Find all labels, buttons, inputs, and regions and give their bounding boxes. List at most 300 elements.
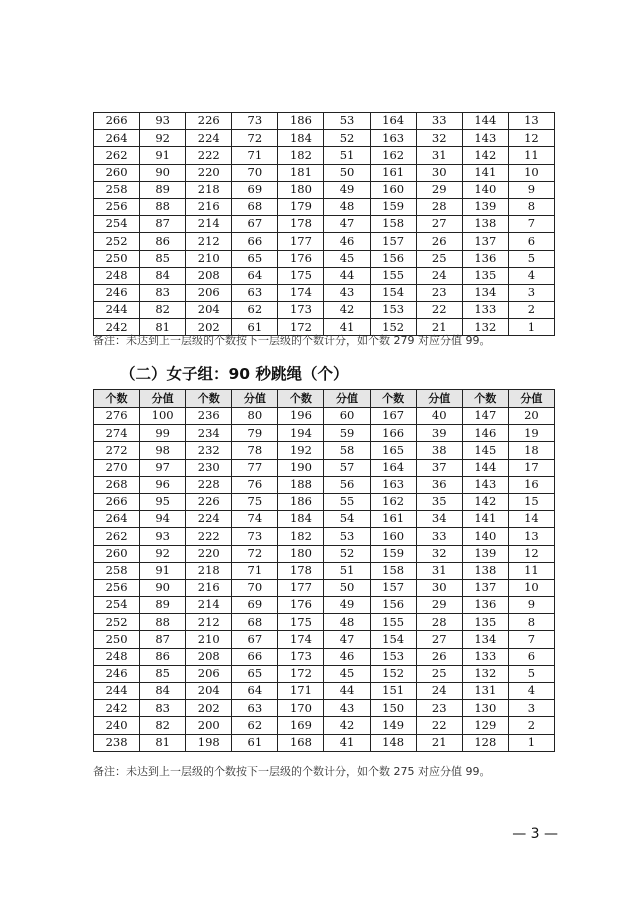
table-row (94, 511, 555, 528)
score-cell: 73 (232, 528, 278, 545)
score-cell: 98 (140, 442, 186, 459)
count-cell: 266 (94, 113, 140, 130)
score-cell: 88 (140, 198, 186, 215)
count-cell: 202 (186, 700, 232, 717)
count-cell: 174 (278, 284, 324, 301)
count-cell: 208 (186, 648, 232, 665)
score-cell: 81 (140, 734, 186, 751)
table-row (94, 267, 555, 284)
score-table-continued-body (94, 113, 555, 336)
score-cell: 12 (508, 545, 554, 562)
score-cell: 45 (324, 665, 370, 682)
score-cell: 6 (508, 233, 554, 250)
score-cell: 71 (232, 147, 278, 164)
score-cell: 62 (232, 717, 278, 734)
count-cell: 228 (186, 476, 232, 493)
score-cell: 69 (232, 181, 278, 198)
score-cell: 59 (324, 425, 370, 442)
table-row (94, 528, 555, 545)
score-cell: 20 (508, 408, 554, 425)
count-cell: 222 (186, 528, 232, 545)
count-cell: 236 (186, 408, 232, 425)
score-cell: 44 (324, 683, 370, 700)
score-cell: 58 (324, 442, 370, 459)
score-cell: 93 (140, 528, 186, 545)
count-cell: 188 (278, 476, 324, 493)
count-cell: 167 (370, 408, 416, 425)
count-cell: 162 (370, 493, 416, 510)
table-row (94, 476, 555, 493)
score-cell: 42 (324, 302, 370, 319)
girls-rope-skip-table-body (94, 408, 555, 752)
score-cell: 63 (232, 700, 278, 717)
count-cell: 144 (462, 113, 508, 130)
score-cell: 27 (416, 631, 462, 648)
score-cell: 40 (416, 408, 462, 425)
score-cell: 68 (232, 198, 278, 215)
count-cell: 177 (278, 233, 324, 250)
score-cell: 89 (140, 181, 186, 198)
count-cell: 240 (94, 717, 140, 734)
score-cell: 41 (324, 734, 370, 751)
count-cell: 242 (94, 319, 140, 336)
score-cell: 7 (508, 216, 554, 233)
count-cell: 264 (94, 130, 140, 147)
score-cell: 43 (324, 700, 370, 717)
score-cell: 10 (508, 579, 554, 596)
score-cell: 73 (232, 113, 278, 130)
score-cell: 47 (324, 631, 370, 648)
score-cell: 53 (324, 113, 370, 130)
count-cell: 196 (278, 408, 324, 425)
count-cell: 137 (462, 233, 508, 250)
count-cell: 131 (462, 683, 508, 700)
count-cell: 173 (278, 648, 324, 665)
table-row (94, 717, 555, 734)
table-row (94, 545, 555, 562)
count-cell: 145 (462, 442, 508, 459)
count-cell: 174 (278, 631, 324, 648)
count-cell: 177 (278, 579, 324, 596)
count-cell: 143 (462, 130, 508, 147)
count-cell: 139 (462, 545, 508, 562)
count-cell: 210 (186, 250, 232, 267)
score-cell: 5 (508, 250, 554, 267)
count-cell: 194 (278, 425, 324, 442)
score-cell: 24 (416, 267, 462, 284)
score-cell: 94 (140, 511, 186, 528)
score-cell: 1 (508, 319, 554, 336)
score-cell: 11 (508, 147, 554, 164)
count-cell: 242 (94, 700, 140, 717)
score-cell: 51 (324, 147, 370, 164)
score-cell: 3 (508, 284, 554, 301)
score-cell: 97 (140, 459, 186, 476)
count-cell: 176 (278, 250, 324, 267)
score-cell: 24 (416, 683, 462, 700)
score-cell: 78 (232, 442, 278, 459)
section-title: （二）女子组：90 秒跳绳（个） (120, 365, 349, 383)
header-score: 分值 (140, 390, 186, 408)
table-row (94, 284, 555, 301)
score-cell: 2 (508, 717, 554, 734)
count-cell: 160 (370, 528, 416, 545)
score-cell: 48 (324, 614, 370, 631)
count-cell: 182 (278, 528, 324, 545)
score-cell: 56 (324, 476, 370, 493)
count-cell: 262 (94, 528, 140, 545)
count-cell: 136 (462, 250, 508, 267)
count-cell: 163 (370, 130, 416, 147)
score-cell: 33 (416, 528, 462, 545)
table2-note: 备注：未达到上一层级的个数按下一层级的个数计分，如个数 275 对应分值 99。 (93, 765, 491, 778)
score-cell: 86 (140, 233, 186, 250)
count-cell: 254 (94, 216, 140, 233)
count-cell: 137 (462, 579, 508, 596)
score-cell: 81 (140, 319, 186, 336)
count-cell: 250 (94, 250, 140, 267)
score-table-continued (93, 112, 555, 336)
table-row (94, 493, 555, 510)
score-cell: 79 (232, 425, 278, 442)
score-cell: 21 (416, 319, 462, 336)
count-cell: 220 (186, 164, 232, 181)
count-cell: 200 (186, 717, 232, 734)
count-cell: 150 (370, 700, 416, 717)
score-cell: 62 (232, 302, 278, 319)
count-cell: 210 (186, 631, 232, 648)
score-cell: 10 (508, 164, 554, 181)
table-row (94, 130, 555, 147)
score-cell: 47 (324, 216, 370, 233)
count-cell: 216 (186, 198, 232, 215)
score-cell: 9 (508, 597, 554, 614)
count-cell: 182 (278, 147, 324, 164)
score-cell: 72 (232, 130, 278, 147)
score-cell: 11 (508, 562, 554, 579)
header-count: 个数 (278, 390, 324, 408)
score-cell: 90 (140, 579, 186, 596)
count-cell: 258 (94, 562, 140, 579)
count-cell: 139 (462, 198, 508, 215)
table-row (94, 562, 555, 579)
score-cell: 70 (232, 579, 278, 596)
header-count: 个数 (370, 390, 416, 408)
count-cell: 165 (370, 442, 416, 459)
count-cell: 138 (462, 216, 508, 233)
score-cell: 14 (508, 511, 554, 528)
count-cell: 198 (186, 734, 232, 751)
count-cell: 154 (370, 284, 416, 301)
score-cell: 4 (508, 683, 554, 700)
page-number: — 3 — (512, 826, 558, 842)
score-cell: 48 (324, 198, 370, 215)
count-cell: 244 (94, 683, 140, 700)
score-cell: 9 (508, 181, 554, 198)
score-cell: 46 (324, 648, 370, 665)
count-cell: 222 (186, 147, 232, 164)
count-cell: 212 (186, 233, 232, 250)
score-cell: 89 (140, 597, 186, 614)
score-cell: 13 (508, 113, 554, 130)
score-cell: 66 (232, 648, 278, 665)
count-cell: 272 (94, 442, 140, 459)
score-cell: 64 (232, 683, 278, 700)
count-cell: 128 (462, 734, 508, 751)
score-cell: 76 (232, 476, 278, 493)
score-cell: 91 (140, 562, 186, 579)
score-cell: 68 (232, 614, 278, 631)
score-cell: 42 (324, 717, 370, 734)
count-cell: 268 (94, 476, 140, 493)
header-score: 分值 (416, 390, 462, 408)
count-cell: 172 (278, 319, 324, 336)
score-cell: 8 (508, 198, 554, 215)
table-row (94, 216, 555, 233)
count-cell: 246 (94, 284, 140, 301)
count-cell: 141 (462, 164, 508, 181)
score-cell: 67 (232, 631, 278, 648)
score-cell: 35 (416, 493, 462, 510)
score-cell: 31 (416, 147, 462, 164)
score-cell: 65 (232, 250, 278, 267)
count-cell: 178 (278, 562, 324, 579)
count-cell: 258 (94, 181, 140, 198)
score-cell: 13 (508, 528, 554, 545)
count-cell: 162 (370, 147, 416, 164)
score-cell: 57 (324, 459, 370, 476)
count-cell: 248 (94, 267, 140, 284)
score-cell: 69 (232, 597, 278, 614)
score-cell: 15 (508, 493, 554, 510)
count-cell: 147 (462, 408, 508, 425)
score-cell: 96 (140, 476, 186, 493)
count-cell: 157 (370, 233, 416, 250)
count-cell: 248 (94, 648, 140, 665)
score-cell: 86 (140, 648, 186, 665)
count-cell: 164 (370, 459, 416, 476)
count-cell: 204 (186, 683, 232, 700)
table-row (94, 734, 555, 751)
count-cell: 140 (462, 528, 508, 545)
score-cell: 85 (140, 250, 186, 267)
count-cell: 160 (370, 181, 416, 198)
count-cell: 184 (278, 511, 324, 528)
count-cell: 130 (462, 700, 508, 717)
score-cell: 8 (508, 614, 554, 631)
count-cell: 149 (370, 717, 416, 734)
count-cell: 159 (370, 545, 416, 562)
count-cell: 250 (94, 631, 140, 648)
score-cell: 22 (416, 717, 462, 734)
score-cell: 38 (416, 442, 462, 459)
header-count: 个数 (186, 390, 232, 408)
table-row (94, 700, 555, 717)
count-cell: 181 (278, 164, 324, 181)
count-cell: 148 (370, 734, 416, 751)
count-cell: 224 (186, 511, 232, 528)
table-row (94, 665, 555, 682)
count-cell: 252 (94, 233, 140, 250)
count-cell: 172 (278, 665, 324, 682)
score-cell: 50 (324, 164, 370, 181)
table-row (94, 147, 555, 164)
score-cell: 100 (140, 408, 186, 425)
count-cell: 186 (278, 493, 324, 510)
count-cell: 146 (462, 425, 508, 442)
count-cell: 179 (278, 198, 324, 215)
score-cell: 33 (416, 113, 462, 130)
score-cell: 44 (324, 267, 370, 284)
table-row (94, 302, 555, 319)
count-cell: 136 (462, 597, 508, 614)
score-cell: 74 (232, 511, 278, 528)
score-cell: 7 (508, 631, 554, 648)
count-cell: 246 (94, 665, 140, 682)
score-cell: 31 (416, 562, 462, 579)
count-cell: 226 (186, 493, 232, 510)
score-cell: 60 (324, 408, 370, 425)
score-cell: 66 (232, 233, 278, 250)
count-cell: 156 (370, 250, 416, 267)
score-cell: 28 (416, 198, 462, 215)
count-cell: 180 (278, 181, 324, 198)
count-cell: 133 (462, 302, 508, 319)
count-cell: 152 (370, 665, 416, 682)
count-cell: 238 (94, 734, 140, 751)
table-row (94, 459, 555, 476)
count-cell: 134 (462, 284, 508, 301)
count-cell: 154 (370, 631, 416, 648)
score-cell: 18 (508, 442, 554, 459)
count-cell: 135 (462, 267, 508, 284)
count-cell: 220 (186, 545, 232, 562)
table-row (94, 164, 555, 181)
score-cell: 25 (416, 665, 462, 682)
count-cell: 141 (462, 511, 508, 528)
count-cell: 161 (370, 164, 416, 181)
count-cell: 180 (278, 545, 324, 562)
count-cell: 175 (278, 614, 324, 631)
count-cell: 266 (94, 493, 140, 510)
count-cell: 178 (278, 216, 324, 233)
table-row (94, 113, 555, 130)
count-cell: 218 (186, 181, 232, 198)
score-cell: 91 (140, 147, 186, 164)
score-cell: 52 (324, 545, 370, 562)
count-cell: 226 (186, 113, 232, 130)
score-cell: 23 (416, 284, 462, 301)
score-cell: 87 (140, 216, 186, 233)
count-cell: 260 (94, 164, 140, 181)
count-cell: 276 (94, 408, 140, 425)
score-cell: 21 (416, 734, 462, 751)
count-cell: 156 (370, 597, 416, 614)
header-count: 个数 (94, 390, 140, 408)
score-cell: 83 (140, 284, 186, 301)
count-cell: 262 (94, 147, 140, 164)
count-cell: 234 (186, 425, 232, 442)
score-cell: 52 (324, 130, 370, 147)
score-cell: 41 (324, 319, 370, 336)
score-cell: 71 (232, 562, 278, 579)
score-cell: 4 (508, 267, 554, 284)
count-cell: 274 (94, 425, 140, 442)
table-row (94, 597, 555, 614)
count-cell: 138 (462, 562, 508, 579)
score-cell: 77 (232, 459, 278, 476)
table-row (94, 683, 555, 700)
score-cell: 12 (508, 130, 554, 147)
score-cell: 36 (416, 476, 462, 493)
count-cell: 206 (186, 665, 232, 682)
score-cell: 85 (140, 665, 186, 682)
score-cell: 90 (140, 164, 186, 181)
count-cell: 270 (94, 459, 140, 476)
score-cell: 46 (324, 233, 370, 250)
girls-rope-skip-table (93, 389, 555, 752)
table-row (94, 198, 555, 215)
count-cell: 133 (462, 648, 508, 665)
count-cell: 155 (370, 614, 416, 631)
header-score: 分值 (508, 390, 554, 408)
score-cell: 53 (324, 528, 370, 545)
score-cell: 26 (416, 648, 462, 665)
count-cell: 175 (278, 267, 324, 284)
score-cell: 63 (232, 284, 278, 301)
count-cell: 204 (186, 302, 232, 319)
table-row (94, 631, 555, 648)
score-cell: 5 (508, 665, 554, 682)
score-cell: 92 (140, 545, 186, 562)
table-row (94, 425, 555, 442)
table-row (94, 614, 555, 631)
score-cell: 87 (140, 631, 186, 648)
count-cell: 230 (186, 459, 232, 476)
score-cell: 83 (140, 700, 186, 717)
score-cell: 23 (416, 700, 462, 717)
score-cell: 55 (324, 493, 370, 510)
count-cell: 252 (94, 614, 140, 631)
score-cell: 54 (324, 511, 370, 528)
count-cell: 214 (186, 216, 232, 233)
score-cell: 49 (324, 181, 370, 198)
count-cell: 176 (278, 597, 324, 614)
count-cell: 161 (370, 511, 416, 528)
count-cell: 202 (186, 319, 232, 336)
count-cell: 256 (94, 579, 140, 596)
count-cell: 173 (278, 302, 324, 319)
count-cell: 168 (278, 734, 324, 751)
count-cell: 151 (370, 683, 416, 700)
score-cell: 28 (416, 614, 462, 631)
count-cell: 142 (462, 147, 508, 164)
count-cell: 158 (370, 562, 416, 579)
score-cell: 49 (324, 597, 370, 614)
count-cell: 129 (462, 717, 508, 734)
score-cell: 51 (324, 562, 370, 579)
table-row (94, 233, 555, 250)
score-cell: 50 (324, 579, 370, 596)
count-cell: 208 (186, 267, 232, 284)
score-cell: 6 (508, 648, 554, 665)
table-row (94, 250, 555, 267)
score-cell: 82 (140, 302, 186, 319)
count-cell: 169 (278, 717, 324, 734)
score-cell: 29 (416, 597, 462, 614)
count-cell: 159 (370, 198, 416, 215)
score-cell: 95 (140, 493, 186, 510)
